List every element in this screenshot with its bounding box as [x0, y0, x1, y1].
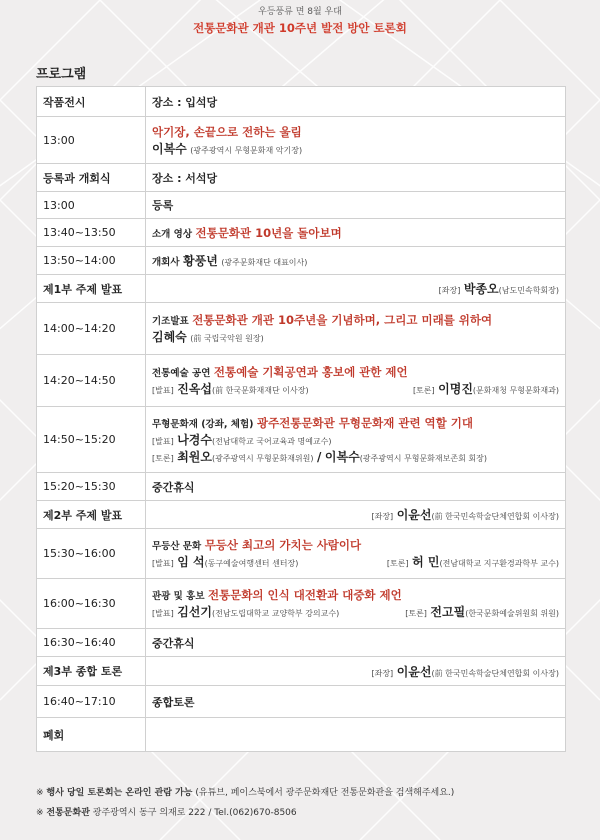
event-cell: 전통예술 공연 전통예술 기획공연과 홍보에 관한 제언 [발표] 진옥섭(前 한국문화재재단 이사장) [토론] 이명진(문화재청 무형문화재과) — [146, 355, 566, 407]
time-cell: 16:00~16:30 — [37, 579, 146, 629]
table-row — [37, 529, 566, 579]
event-cell: 기조발표 전통문화관 개관 10주년을 기념하며, 그리고 미래를 위하여 김혜숙 (前 국립국악원 원장) — [146, 303, 566, 355]
section-row — [37, 164, 566, 192]
event-cell: 개회사 황풍년 (광주문화재단 대표이사) — [146, 247, 566, 275]
chair-cell: [좌장] 이윤선(前 한국민속학술단체연합회 이사장) — [146, 501, 566, 529]
event-cell: 소개 영상 전통문화관 10년을 돌아보며 — [146, 219, 566, 247]
event-cell: 무형문화재 (강좌, 체험) 광주전통문화관 무형문화재 관련 역할 기대 [발표] 나경수(전남대학교 국어교육과 명예교수) [토론] 최원오(광주광역시 무형문화재위원) / 이복수(광주광역시 무형문화재보존회 회장) — [146, 407, 566, 473]
table-row — [37, 473, 566, 501]
event-title: 악기장, 손끝으로 전하는 울림 — [152, 124, 302, 139]
event-cell: 중간휴식 — [146, 629, 566, 657]
table-row — [37, 718, 566, 752]
table-row — [37, 303, 566, 355]
event-cell — [146, 117, 566, 164]
time-cell: 15:20~15:30 — [37, 473, 146, 501]
time-cell: 16:30~16:40 — [37, 629, 146, 657]
close-cell: 폐회 — [37, 718, 146, 752]
section-title: 작품전시 — [37, 87, 146, 117]
time-cell: 13:40~13:50 — [37, 219, 146, 247]
section-row — [37, 657, 566, 686]
time-cell: 13:50~14:00 — [37, 247, 146, 275]
event-cell: 관광 및 홍보 전통문화의 인식 대전환과 대중화 제언 [발표] 김선기(전남도립대학교 교양학부 강의교수) [토론] 전고필(한국문화예술위원회 위원) — [146, 579, 566, 629]
table-row — [37, 192, 566, 219]
table-row — [37, 579, 566, 629]
note-online: ※ 행사 당일 토론회는 온라인 관람 가능 (유튜브, 페이스북에서 광주문화재단 전통문화관을 검색해주세요.) — [36, 788, 455, 798]
section-row — [37, 501, 566, 529]
time-cell: 14:20~14:50 — [37, 355, 146, 407]
event-cell: 종합토론 — [146, 686, 566, 718]
section-row — [37, 87, 566, 117]
event-cell: 등록 — [146, 192, 566, 219]
chair-cell: [좌장] 박종오(남도민속학회장) — [146, 275, 566, 303]
table-row — [37, 355, 566, 407]
time-cell: 14:50~15:20 — [37, 407, 146, 473]
event-cell: 중간휴식 — [146, 473, 566, 501]
footer-notes — [36, 783, 576, 823]
time-cell: 13:00 — [37, 117, 146, 164]
section-title: 제3부 종합 토론 — [37, 657, 146, 686]
section-title: 등록과 개회식 — [37, 164, 146, 192]
program-heading: 프로그램 — [36, 67, 87, 82]
schedule-table — [36, 86, 566, 752]
time-cell: 14:00~14:20 — [37, 303, 146, 355]
empty-cell — [146, 718, 566, 752]
table-row — [37, 219, 566, 247]
table-row — [37, 407, 566, 473]
table-row — [37, 686, 566, 718]
event-title: 전통문화관 개관 10주년 발전 방안 토론회 — [193, 21, 407, 35]
table-row — [37, 629, 566, 657]
place-label: 장소 : 서석당 — [146, 164, 566, 192]
section-row — [37, 275, 566, 303]
chair-cell: [좌장] 이윤선(前 한국민속학술단체연합회 이사장) — [146, 657, 566, 686]
person-note: (광주광역시 무형문화재 악기장) — [190, 145, 303, 155]
table-row — [37, 117, 566, 164]
time-cell: 15:30~16:00 — [37, 529, 146, 579]
section-title: 제1부 주제 발표 — [37, 275, 146, 303]
event-cell: 무등산 문화 무등산 최고의 가치는 사람이다 [발표] 임 석(동구예술여행센터 센터장) [토론] 허 민(전남대학교 지구환경과학부 교수) — [146, 529, 566, 579]
time-cell: 13:00 — [37, 192, 146, 219]
top-caption: 우등풍류 면 8월 우대 — [258, 7, 342, 17]
section-title: 제2부 주제 발표 — [37, 501, 146, 529]
table-row — [37, 247, 566, 275]
person-name: 이복수 — [152, 141, 187, 156]
time-cell: 16:40~17:10 — [37, 686, 146, 718]
place-label: 장소 : 입석당 — [146, 87, 566, 117]
note-address: ※ 전통문화관 광주광역시 동구 의재로 222 / Tel.(062)670-8506 — [36, 808, 297, 818]
